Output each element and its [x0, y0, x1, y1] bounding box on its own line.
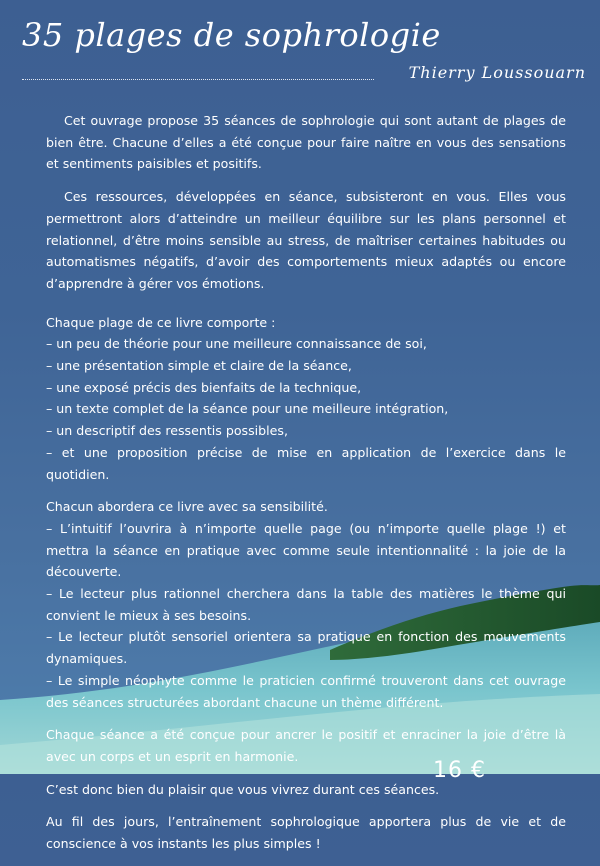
reader-intro: Chacun abordera ce livre avec sa sensibilité.	[46, 499, 328, 515]
anchor-paragraph: Chaque séance a été conçue pour ancrer le positif et enraciner la joie d’être là avec un corps et un esprit en harmonie.	[46, 727, 566, 764]
list-item: – Le lecteur plutôt sensoriel orientera sa pratique en fonction des mouvements dynamiques.	[46, 629, 566, 667]
list-item: – un peu de théorie pour une meilleure connaissance de soi,	[46, 336, 427, 352]
reader-list	[46, 518, 566, 713]
list-item: – L’intuitif l’ouvrira à n’importe quelle page (ou n’importe quelle plage !) et mettra la séance en pratique avec comme seule intentionnalité : la joie de la découverte.	[46, 520, 566, 580]
list-item: – et une proposition précise de mise en application de l’exercice dans le quotidien.	[46, 444, 566, 482]
pleasure-paragraph: C’est donc bien du plaisir que vous vivrez durant ces séances.	[46, 781, 440, 797]
list-item: – une exposé précis des bienfaits de la technique,	[46, 379, 362, 395]
contents-list-intro: Chaque plage de ce livre comporte :	[46, 314, 276, 330]
list-item: – un descriptif des ressentis possibles,	[46, 423, 288, 439]
title-divider	[22, 79, 374, 80]
list-item: – une présentation simple et claire de la séance,	[46, 358, 352, 374]
price-label: 16 €	[433, 758, 486, 783]
book-title: 35 plages de sophrologie	[22, 16, 441, 54]
list-item: – un texte complet de la séance pour une meilleure intégration,	[46, 401, 449, 417]
resources-paragraph: Ces ressources, développées en séance, subsisteront en vous. Elles vous permettront alors d’atteindre un meilleur équilibre sur les plans personnel et relationnel, d’être moins sensible au stress, de maîtriser certaines habitudes ou automatismes négatifs, d’avoir des comportements mieux adaptés ou encore d’apprendre à gérer vos émotions.	[46, 189, 566, 291]
closing-paragraph: Au fil des jours, l’entraînement sophrologique apportera plus de vie et de conscience à vos instants les plus simples !	[46, 814, 566, 852]
list-item: – Le simple néophyte comme le praticien confirmé trouveront dans cet ouvrage des séances structurées abordant chacune un thème différent.	[46, 672, 566, 710]
list-item: – Le lecteur plus rationnel cherchera dans la table des matières le thème qui convient le mieux à ses besoins.	[46, 586, 566, 623]
author-name: Thierry Loussouarn	[408, 63, 586, 82]
intro-paragraph: Cet ouvrage propose 35 séances de sophrologie qui sont autant de plages de bien être. Chacune d’elles a été conçue pour faire naître en vous des sensations et sentiments paisibles et positifs.	[46, 113, 566, 172]
contents-list	[46, 333, 566, 485]
blurb	[46, 110, 566, 866]
